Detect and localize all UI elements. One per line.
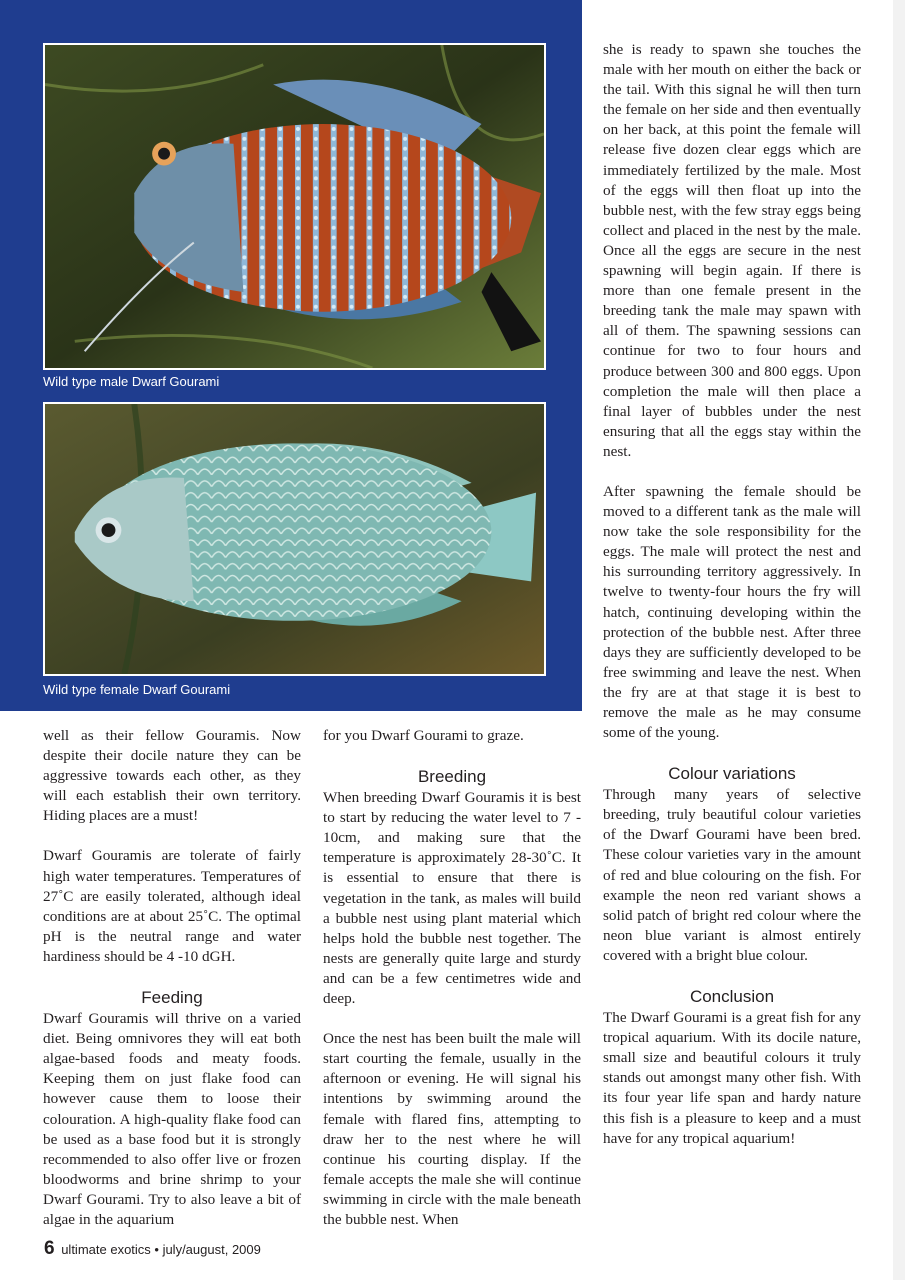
male-gourami-photo: [43, 43, 546, 370]
feeding-heading: Feeding: [141, 988, 203, 1008]
page-number: 6: [44, 1238, 55, 1259]
colour-variations-heading: Colour variations: [668, 764, 796, 784]
paragraph-courting: Once the nest has been built the male will start courting the female, usually in the afternoon or evening. He will signal his intentions by swimming around the female with flared fins, attempting to draw her to the nest where he will continue his courting display. If the female accepts the male she will continue swimming in circle with the male beneath the bubble nest. When: [323, 1030, 581, 1228]
breeding-heading: Breeding: [417, 767, 487, 787]
column-2: [323, 726, 581, 1250]
paragraph-breeding: When breeding Dwarf Gouramis it is best to start by reducing the water level to 7 - 10cm, and making sure that the temperature is approximately 28-30˚C. It is essential to ensure that there is vegetation in the tank, as males will build a bubble nest using plant material which helps hold the bubble nest together. The nests are generally quite large and sturdy and can be a few centimetres wide and deep.: [323, 789, 581, 1008]
column-3: [603, 40, 861, 1169]
male-gourami-image: [45, 45, 544, 368]
paragraph-after-spawning: After spawning the female should be moved to a different tank as the male will now take the sole responsibility for the eggs. The male will protect the nest and his surrounding territory aggressively. In twelve to twenty-four hours the fry will hatch, continuing developing within the protection of the bubble nest. After three days they are sufficiently developed to be free swimming and leave the nest. When the fry are at that stage it is best to remove the male as he may consume some of the young.: [603, 482, 861, 742]
page-edge: [893, 0, 905, 1280]
paragraph-colour-variations: Through many years of selective breeding, truly beautiful colour varieties of the Dwarf Gourami have been bred. These colour varieties vary in the amount of red and blue colouring on the fish. For example the neon red variant shows a solid patch of bright red colour where the neon blue variant is almost entirely covered with a bright blue colour.: [603, 786, 861, 964]
female-photo-caption: Wild type female Dwarf Gourami: [43, 682, 231, 697]
female-gourami-image: [45, 404, 544, 674]
paragraph-graze: for you Dwarf Gourami to graze.: [323, 727, 524, 744]
paragraph-feeding: Dwarf Gouramis will thrive on a varied diet. Being omnivores they will eat both algae-based foods and meaty foods. Keeping them on just flake food can however cause them to loose their colouration. A high-quality flake food can be used as a base food but it is strongly recommended to also offer live or frozen bloodworms and brine shrimp to your Dwarf Gourami. Try to also leave a bit of algae in the aquarium: [43, 1010, 301, 1228]
conclusion-heading: Conclusion: [689, 987, 775, 1007]
paragraph-temperature: Dwarf Gouramis are tolerate of fairly high water temperatures. Temperatures of 27˚C are easily tolerated, although ideal conditions are at about 25˚C. The optimal pH is the neutral range and water hardiness should be 4 -10 dGH.: [43, 847, 301, 965]
paragraph-spawning: she is ready to spawn she touches the male with her mouth on either the back or the tail. With this signal he will then turn the female on her side and then eventually on her back, at this point the female will release five dozen clear eggs which are immediately fertilized by the male. Most of the eggs will then float up into the bubble nest, with the few stray eggs being collect and placed in the nest by the male. Once all the eggs are secure in the nest spawning will begin again. If there is more than one female present in the breeding tank the male may spawn with all of them. The spawning sessions can continue for two to four hours and produce between 300 and 800 eggs. Upon completion the male will then place a final layer of bubbles under the nest ensuring that all the eggs stay within the nest.: [603, 41, 861, 460]
male-photo-caption: Wild type male Dwarf Gourami: [43, 374, 220, 389]
female-gourami-photo: [43, 402, 546, 676]
paragraph-territory: well as their fellow Gouramis. Now despite their docile nature they can be aggressive towards each other, as they will each establish their own territory. Hiding places are a must!: [43, 727, 301, 825]
column-1: [43, 726, 301, 1250]
paragraph-conclusion: The Dwarf Gourami is a great fish for any tropical aquarium. With its docile nature, small size and beautiful colours it truly stands out amongst many other fish. With its four year life span and hardy nature this fish is a pleasure to keep and a must have for any tropical aquarium!: [603, 1009, 861, 1147]
page-footer: [44, 1238, 261, 1260]
publication-info: ultimate exotics • july/august, 2009: [61, 1242, 261, 1257]
photo-panel: [0, 0, 582, 711]
